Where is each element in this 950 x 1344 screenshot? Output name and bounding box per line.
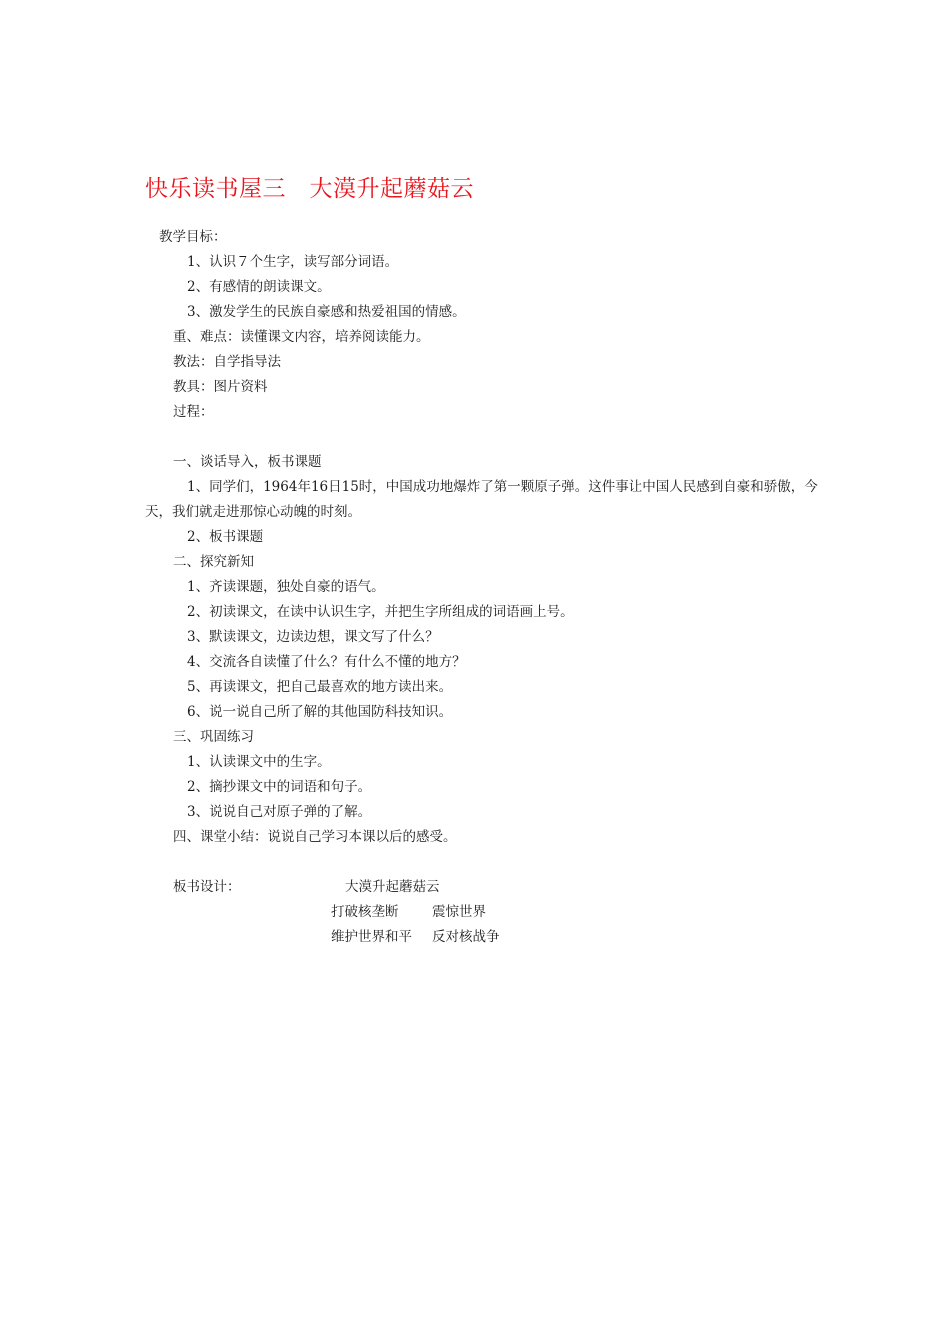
goal-item: 3、激发学生的民族自豪感和热爱祖国的情感。 [187, 304, 466, 320]
section-item: 3、默读课文，边读边想，课文写了什么？ [187, 629, 439, 645]
board-item: 震惊世界 [432, 904, 486, 920]
goal-item: 2、有感情的朗读课文。 [187, 279, 331, 295]
board-item: 维护世界和平 [331, 929, 412, 945]
section-heading: 二、探究新知 [173, 554, 254, 570]
section-item: 1、认读课文中的生字。 [187, 754, 331, 770]
page-title: 快乐读书屋三 大漠升起蘑菇云 [145, 176, 474, 202]
board-item: 打破核垄断 [331, 904, 399, 920]
section-item: 5、再读课文，把自己最喜欢的地方读出来。 [187, 679, 453, 695]
board-title: 大漠升起蘑菇云 [345, 879, 440, 895]
board-item: 反对核战争 [432, 929, 500, 945]
section-item: 2、摘抄课文中的词语和句子。 [187, 779, 372, 795]
difficulty-text: 重、难点：读懂课文内容，培养阅读能力。 [173, 329, 430, 345]
section-heading: 三、巩固练习 [173, 729, 254, 745]
intro-paragraph: 1、同学们，1964年16日15时，中国成功地爆炸了第一颗原子弹。这件事让中国人民感到自豪和骄傲，今天，我们就走进那惊心动魄的时刻。 [145, 479, 818, 520]
board-label: 板书设计： [173, 879, 241, 895]
section-item: 4、交流各自读懂了什么？有什么不懂的地方？ [187, 654, 466, 670]
section-item: 3、说说自己对原子弹的了解。 [187, 804, 372, 820]
tools-text: 教具：图片资料 [173, 379, 268, 395]
section-item: 6、说一说自己所了解的其他国防科技知识。 [187, 704, 453, 720]
process-heading: 过程： [173, 404, 214, 420]
goals-heading: 教学目标： [159, 229, 227, 245]
section-item: 1、齐读课题，独处自豪的语气。 [187, 579, 385, 595]
section-heading: 四、课堂小结：说说自己学习本课以后的感受。 [173, 829, 457, 845]
section-item: 2、板书课题 [187, 529, 264, 545]
goal-item: 1、认识７个生字，读写部分词语。 [187, 254, 399, 270]
section-item: 2、初读课文，在读中认识生字，并把生字所组成的词语画上号。 [187, 604, 574, 620]
section-heading: 一、谈话导入，板书课题 [173, 454, 322, 470]
method-text: 教法：自学指导法 [173, 354, 281, 370]
